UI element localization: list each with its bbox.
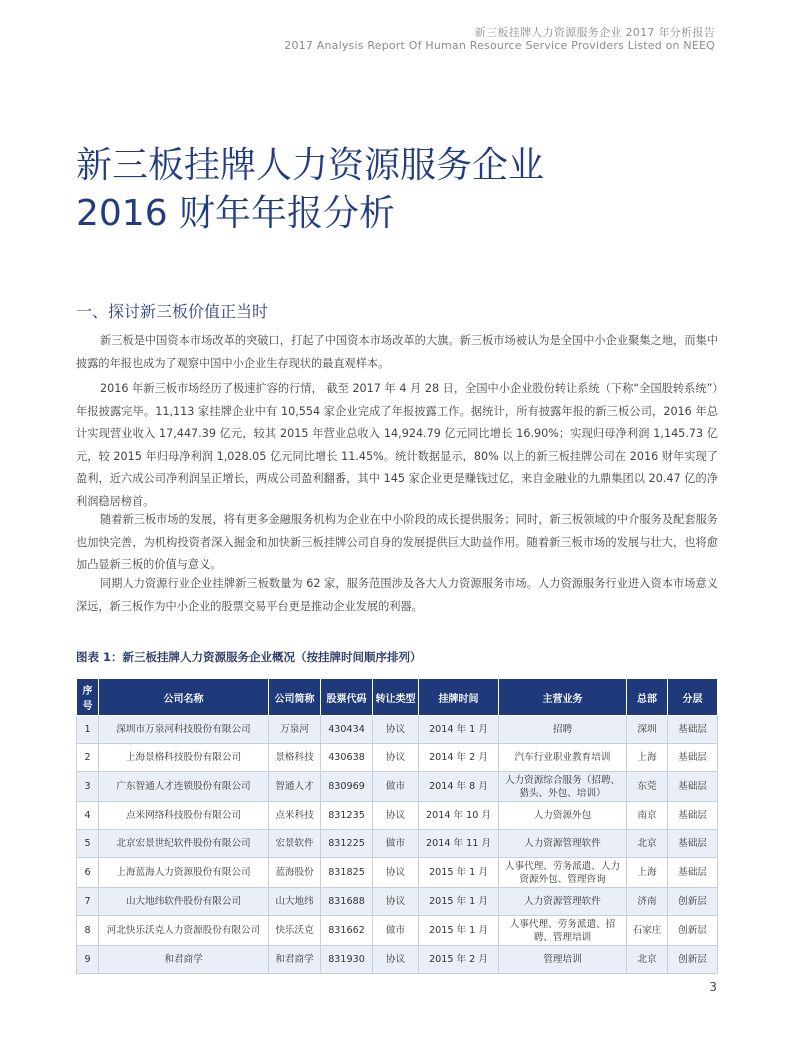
table-cell: 广东智通人才连锁股份有限公司 xyxy=(99,772,269,802)
table-cell: 人事代理、劳务派遣、人力资源外包、管理咨询 xyxy=(499,858,627,888)
page-number: 3 xyxy=(709,980,717,994)
table-cell: 人力资源管理软件 xyxy=(499,888,627,916)
table-cell: 快乐沃克 xyxy=(269,916,321,946)
table-cell: 管理培训 xyxy=(499,946,627,974)
table-cell: 上海 xyxy=(627,744,668,772)
table-cell: 2015 年 1 月 xyxy=(419,916,499,946)
paragraph-3: 随着新三板市场的发展，将有更多金融服务机构为企业在中小阶段的成长提供服务；同时，新三板领域的中介服务及配套服务也加快完善，为机构投资者深入掘金和加快新三板挂牌公司自身的发展提供巨大助益作用。随着新三板市场的发展与壮大，也将愈加凸显新三板的价值与意义。 xyxy=(76,513,718,571)
table-cell: 创新层 xyxy=(668,888,718,916)
table-row xyxy=(77,772,718,802)
table-cell: 协议 xyxy=(373,946,419,974)
table-cell: 万泉河 xyxy=(269,716,321,744)
table-cell: 831662 xyxy=(321,916,373,946)
table-row xyxy=(77,744,718,772)
table-caption: 图表 1：新三板挂牌人力资源服务企业概况（按挂牌时间顺序排列） xyxy=(76,650,422,664)
table-row xyxy=(77,858,718,888)
table-cell: 景格科技 xyxy=(269,744,321,772)
table-cell: 基础层 xyxy=(668,744,718,772)
table-cell: 1 xyxy=(77,716,99,744)
table-cell: 做市 xyxy=(373,772,419,802)
table-cell: 智通人才 xyxy=(269,772,321,802)
paragraph-2: 2016 年新三板市场经历了极速扩容的行情， 截至 2017 年 4 月 28 日，全国中小企业股份转让系统（下称“全国股转系统”）年报披露完毕。11,113 家挂牌企业中有 10,554 家企业完成了年报披露工作。据统计，所有披露年报的新三板公司，2016 年总计实现营业收入 17,447.39 亿元，较其 2015 年营业总收入 14,924.79 亿元同比增长 16.90%；实现归母净利润 1,145.73 亿元，较 2015 年归母净利润 1,028.05 亿元同比增长 11.45%。统计数据显示，80% 以上的新三板挂牌公司在 2016 财年实现了盈利，近六成公司净利润呈正增长，两成公司盈利翻番，其中 145 家企业更是赚钱过亿，来自金融业的九鼎集团以 20.47 亿的净利润稳居榜首。 xyxy=(76,382,718,508)
table-cell: 石家庄 xyxy=(627,916,668,946)
table-cell: 831225 xyxy=(321,830,373,858)
table-cell: 4 xyxy=(77,802,99,830)
table-cell: 8 xyxy=(77,916,99,946)
company-table xyxy=(76,678,718,974)
table-cell: 招聘 xyxy=(499,716,627,744)
table-cell: 上海景格科技股份有限公司 xyxy=(99,744,269,772)
table-cell: 北京 xyxy=(627,830,668,858)
table-cell: 2014 年 8 月 xyxy=(419,772,499,802)
table-cell: 做市 xyxy=(373,916,419,946)
header-cell: 公司名称 xyxy=(99,679,269,716)
table-cell: 和君商学 xyxy=(269,946,321,974)
table-cell: 蓝海股份 xyxy=(269,858,321,888)
table-cell: 协议 xyxy=(373,802,419,830)
header-cell: 序号 xyxy=(77,679,99,716)
table-cell: 汽车行业职业教育培训 xyxy=(499,744,627,772)
header-cell: 总部 xyxy=(627,679,668,716)
table-row xyxy=(77,716,718,744)
table-cell: 7 xyxy=(77,888,99,916)
table-cell: 831825 xyxy=(321,858,373,888)
paragraph-4: 同期人力资源行业企业挂牌新三板数量为 62 家，服务范围涉及各大人力资源服务市场。人力资源服务行业进入资本市场意义深远，新三板作为中小企业的股票交易平台更是推动企业发展的利器。 xyxy=(76,577,718,613)
table-cell: 人事代理、劳务派遣、招聘、管理培训 xyxy=(499,916,627,946)
table-cell: 831688 xyxy=(321,888,373,916)
table-cell: 2 xyxy=(77,744,99,772)
table-cell: 基础层 xyxy=(668,772,718,802)
table-cell: 山大地纬 xyxy=(269,888,321,916)
table-cell: 济南 xyxy=(627,888,668,916)
table-cell: 830969 xyxy=(321,772,373,802)
table-cell: 东莞 xyxy=(627,772,668,802)
header-cell: 公司简称 xyxy=(269,679,321,716)
table-cell: 2015 年 2 月 xyxy=(419,946,499,974)
table-cell: 2014 年 11 月 xyxy=(419,830,499,858)
table-cell: 创新层 xyxy=(668,946,718,974)
table-cell: 831235 xyxy=(321,802,373,830)
table-cell: 和君商学 xyxy=(99,946,269,974)
table-cell: 创新层 xyxy=(668,916,718,946)
table-cell: 基础层 xyxy=(668,858,718,888)
header-cell: 股票代码 xyxy=(321,679,373,716)
table-cell: 基础层 xyxy=(668,802,718,830)
table-row xyxy=(77,802,718,830)
table-header-row xyxy=(77,679,718,716)
table-cell: 宏景软件 xyxy=(269,830,321,858)
table-cell: 9 xyxy=(77,946,99,974)
header-cell: 主营业务 xyxy=(499,679,627,716)
header-cell: 分层 xyxy=(668,679,718,716)
table-cell: 基础层 xyxy=(668,830,718,858)
table-cell: 协议 xyxy=(373,888,419,916)
section-heading: 一、探讨新三板价值正当时 xyxy=(76,302,269,321)
table-cell: 6 xyxy=(77,858,99,888)
running-header-en: 2017 Analysis Report Of Human Resource Service Providers Listed on NEEQ xyxy=(284,39,715,52)
header-cell: 挂牌时间 xyxy=(419,679,499,716)
table-cell: 协议 xyxy=(373,744,419,772)
table-cell: 人力资源综合服务（招聘、猎头、外包、培训） xyxy=(499,772,627,802)
table-cell: 上海 xyxy=(627,858,668,888)
table-row xyxy=(77,916,718,946)
table-cell: 深圳 xyxy=(627,716,668,744)
table-cell: 做市 xyxy=(373,830,419,858)
table-cell: 3 xyxy=(77,772,99,802)
table-cell: 山大地纬软件股份有限公司 xyxy=(99,888,269,916)
table-cell: 北京 xyxy=(627,946,668,974)
page-title-line1: 新三板挂牌人力资源服务企业 xyxy=(76,145,545,186)
running-header-cn: 新三板挂牌人力资源服务企业 2017 年分析报告 xyxy=(474,26,715,39)
table-cell: 2014 年 10 月 xyxy=(419,802,499,830)
table-cell: 深圳市万泉河科技股份有限公司 xyxy=(99,716,269,744)
table-row xyxy=(77,830,718,858)
table-row xyxy=(77,946,718,974)
table-cell: 上海蓝海人力资源股份有限公司 xyxy=(99,858,269,888)
table-cell: 河北快乐沃克人力资源股份有限公司 xyxy=(99,916,269,946)
table-cell: 协议 xyxy=(373,858,419,888)
table-cell: 5 xyxy=(77,830,99,858)
table-cell: 点米网络科技股份有限公司 xyxy=(99,802,269,830)
table-cell: 协议 xyxy=(373,716,419,744)
table-cell: 2015 年 1 月 xyxy=(419,858,499,888)
table-cell: 2015 年 1 月 xyxy=(419,888,499,916)
table-cell: 2014 年 1 月 xyxy=(419,716,499,744)
table-cell: 人力资源外包 xyxy=(499,802,627,830)
table-cell: 430638 xyxy=(321,744,373,772)
table-cell: 点米科技 xyxy=(269,802,321,830)
table-cell: 2014 年 2 月 xyxy=(419,744,499,772)
header-cell: 转让类型 xyxy=(373,679,419,716)
paragraph-1: 新三板是中国资本市场改革的突破口，打起了中国资本市场改革的大旗。新三板市场被认为是全国中小企业聚集之地，而集中披露的年报也成为了观察中国中小企业生存现状的最直观样本。 xyxy=(76,334,718,370)
table-cell: 基础层 xyxy=(668,716,718,744)
table-cell: 430434 xyxy=(321,716,373,744)
page-title-line2: 2016 财年年报分析 xyxy=(76,193,396,234)
table-row xyxy=(77,888,718,916)
table-cell: 人力资源管理软件 xyxy=(499,830,627,858)
table-cell: 北京宏景世纪软件股份有限公司 xyxy=(99,830,269,858)
table-cell: 831930 xyxy=(321,946,373,974)
table-cell: 南京 xyxy=(627,802,668,830)
